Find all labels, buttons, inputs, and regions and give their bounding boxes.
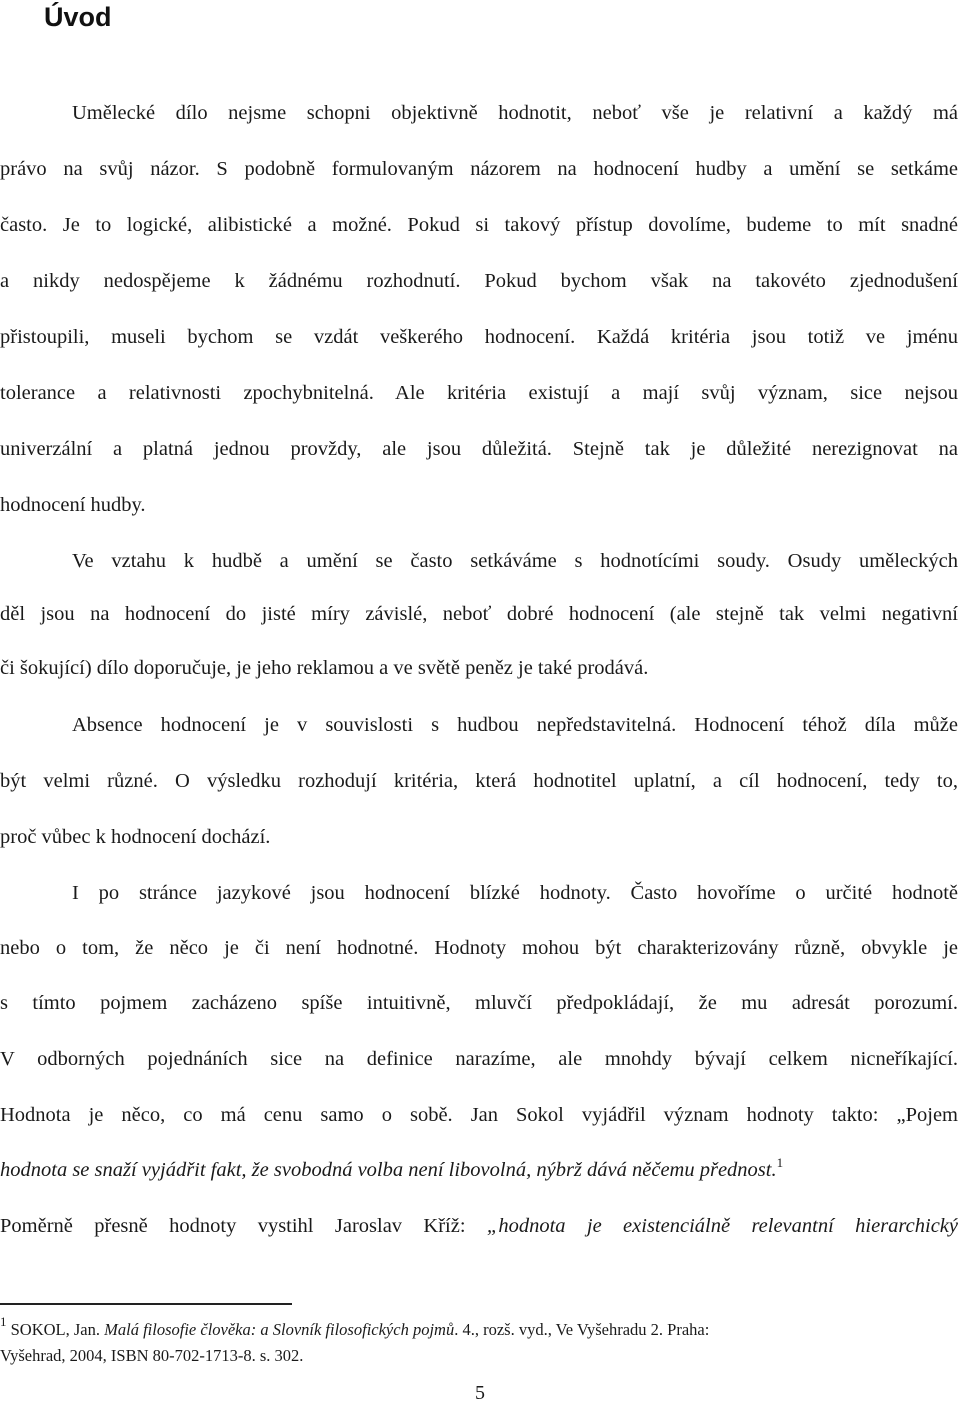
- text-line: [0, 213, 958, 237]
- text-line: [0, 157, 958, 181]
- text-segment: s tímto pojmem zacházeno spíše intuitivně, mluvčí předpokládají, že mu adresát porozumí.: [0, 992, 958, 1014]
- text-line: [0, 1214, 958, 1238]
- footnote-line-2: Vyšehrad, 2004, ISBN 80-702-1713-8. s. 302.: [0, 1346, 304, 1365]
- text-line: [0, 769, 958, 793]
- text-segment: tolerance a relativnosti zpochybnitelná. Ale kritéria existují a mají svůj význam, sice nejsou: [0, 382, 958, 404]
- text-segment: děl jsou na hodnocení do jisté míry závislé, neboť dobré hodnocení (ale stejně tak velmi negativní: [0, 603, 958, 625]
- text-line: [0, 325, 958, 349]
- text-segment: a nikdy nedospějeme k žádnému rozhodnutí. Pokud bychom však na takovéto zjednodušení: [0, 270, 958, 292]
- text-segment: proč vůbec k hodnocení dochází.: [0, 826, 271, 848]
- text-segment: Ve vztahu k hudbě a umění se často setkáváme s hodnotícími soudy. Osudy uměleckých: [72, 550, 958, 572]
- text-line: [0, 602, 958, 626]
- footnote: [0, 1314, 710, 1340]
- text-segment: Absence hodnocení je v souvislosti s hudbou nepředstavitelná. Hodnocení téhož díla může: [72, 714, 958, 736]
- text-segment: V odborných pojednáních sice na definice narazíme, ale mnohdy bývají celkem nicneříkající.: [0, 1048, 958, 1070]
- text-segment: přistoupili, museli bychom se vzdát veškerého hodnocení. Každá kritéria jsou totiž ve jménu: [0, 326, 958, 348]
- text-segment: právo na svůj názor. S podobně formulovaným názorem na hodnocení hudby a umění se setkáme: [0, 158, 958, 180]
- text-line: [0, 1155, 958, 1182]
- text-segment: hodnocení hudby.: [0, 494, 146, 516]
- text-line: [0, 493, 958, 517]
- text-segment: či šokující) dílo doporučuje, je jeho reklamou a ve světě peněz je také prodává.: [0, 657, 649, 679]
- footnote-author: SOKOL, Jan.: [6, 1320, 105, 1339]
- text-line: [0, 936, 958, 960]
- text-segment: často. Je to logické, alibistické a možné. Pokud si takový přístup dovolíme, budeme to mít snadné: [0, 214, 958, 236]
- text-segment: nebo o tom, že něco je či není hodnotné. Hodnoty mohou být charakterizovány různě, obvykle je: [0, 937, 958, 959]
- text-line: [72, 101, 958, 125]
- text-line: [0, 437, 958, 461]
- text-segment: Umělecké dílo nejsme schopni objektivně hodnotit, neboť vše je relativní a každý má: [72, 102, 958, 124]
- text-line: [0, 1103, 958, 1127]
- footnote-separator: [0, 1303, 292, 1305]
- text-line: [0, 991, 958, 1015]
- text-line: [0, 825, 958, 849]
- text-line: [72, 549, 958, 573]
- footnote-reference[interactable]: 1: [776, 1155, 784, 1170]
- text-line: [72, 881, 958, 905]
- page-title: Úvod: [44, 2, 112, 32]
- text-segment: „hodnota je existenciálně relevantní hierarchický: [486, 1215, 958, 1237]
- text-segment: univerzální a platná jednou provždy, ale jsou důležitá. Stejně tak je důležité nerezignovat na: [0, 438, 958, 460]
- page-number: 5: [475, 1382, 485, 1404]
- footnote-mark: 1: [0, 1314, 7, 1329]
- text-segment: Hodnota je něco, co má cenu samo o sobě. Jan Sokol vyjádřil význam hodnoty takto: „Pojem: [0, 1104, 958, 1126]
- text-segment: Poměrně přesně hodnoty vystihl Jaroslav Kříž:: [0, 1215, 487, 1237]
- text-segment: I po stránce jazykové jsou hodnocení blízké hodnoty. Často hovoříme o určité hodnotě: [72, 882, 958, 904]
- text-line: [0, 656, 958, 680]
- footnote-work-title: Malá filosofie člověka: a Slovník filosofických pojmů: [104, 1320, 455, 1339]
- footnote-details: . 4., rozš. vyd., Ve Vyšehradu 2. Praha:: [454, 1320, 710, 1339]
- text-segment: hodnota se snaží vyjádřit fakt, že svobodná volba není libovolná, nýbrž dává něčemu přednost.: [0, 1159, 777, 1181]
- text-line: [72, 713, 958, 737]
- text-segment: být velmi různé. O výsledku rozhodují kritéria, která hodnotitel uplatní, a cíl hodnocení, tedy to,: [0, 770, 958, 792]
- text-line: [0, 269, 958, 293]
- text-line: [0, 381, 958, 405]
- text-line: [0, 1047, 958, 1071]
